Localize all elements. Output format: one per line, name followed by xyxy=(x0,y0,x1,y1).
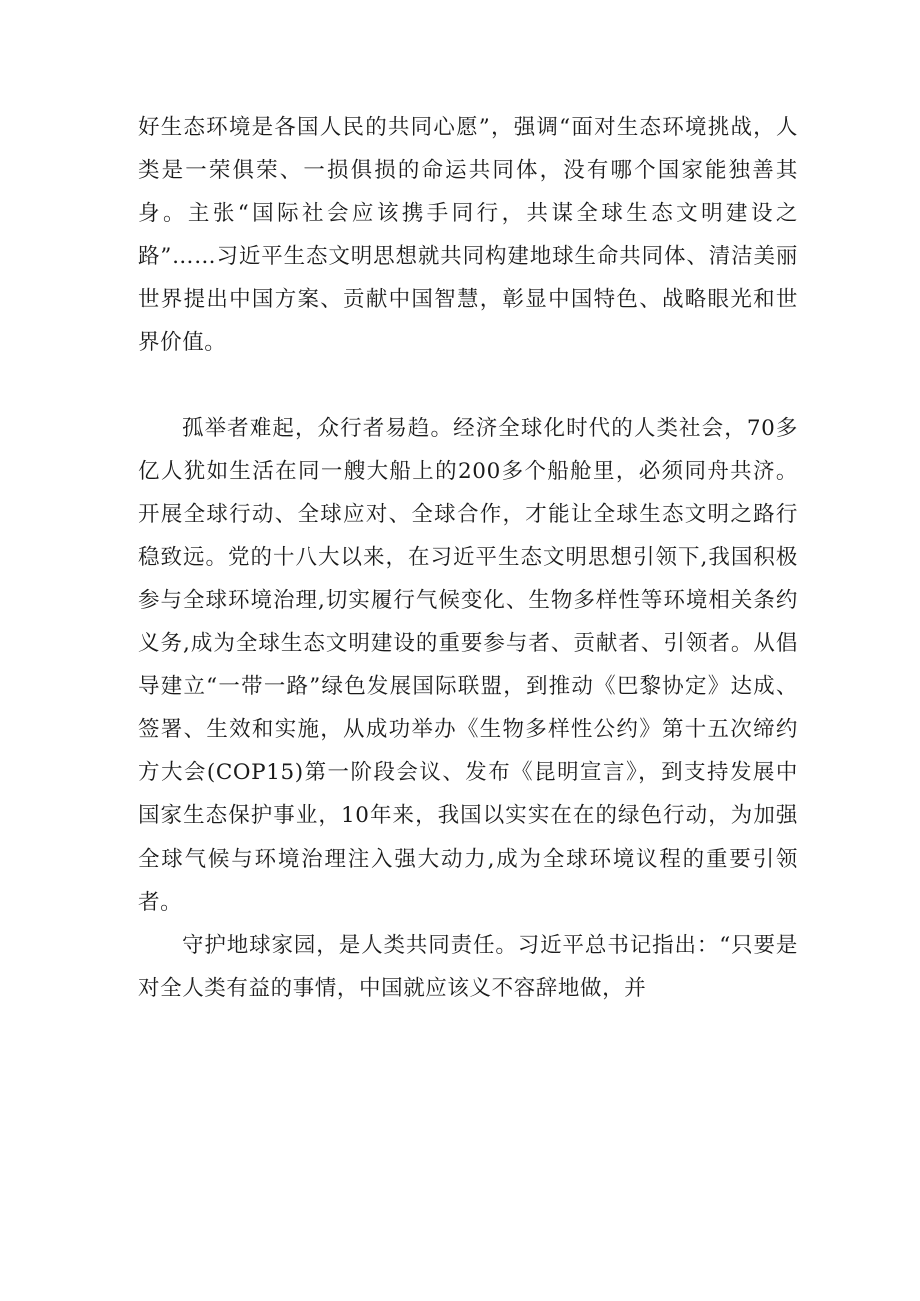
paragraph-continuation: 好生态环境是各国人民的共同心愿”，强调“面对生态环境挑战，人类是一荣俱荣、一损俱损的命运共同体，没有哪个国家能独善其身。主张“国际社会应该携手同行，共谋全球生态文明建设之路”……习近平生态文明思想就共同构建地球生命共同体、清洁美丽世界提出中国方案、贡献中国智慧，彰显中国特色、战略眼光和世界价值。 xyxy=(138,115,798,356)
paragraph-gap xyxy=(138,365,798,407)
paragraph-global-action: 孤举者难起，众行者易趋。经济全球化时代的人类社会，70多亿人犹如生活在同一艘大船上的200多个船舱里，必须同舟共济。开展全球行动、全球应对、全球合作，才能让全球生态文明之路行稳致远。党的十八大以来，在习近平生态文明思想引领下,我国积极参与全球环境治理,切实履行气候变化、生物多样性等环境相关条约义务,成为全球生态文明建设的重要参与者、贡献者、引领者。从倡导建立“一带一路”绿色发展国际联盟，到推动《巴黎协定》达成、签署、生效和实施，从成功举办《生物多样性公约》第十五次缔约方大会(COP15)第一阶段会议、发布《昆明宣言》，到支持发展中国家生态保护事业，10年来，我国以实实在在的绿色行动，为加强全球气候与环境治理注入强大动力,成为全球环境议程的重要引领者。 xyxy=(138,415,798,915)
document-page xyxy=(138,106,798,1010)
paragraph-shared-responsibility: 守护地球家园，是人类共同责任。习近平总书记指出：“只要是对全人类有益的事情，中国就应该义不容辞地做，并 xyxy=(138,932,798,1001)
